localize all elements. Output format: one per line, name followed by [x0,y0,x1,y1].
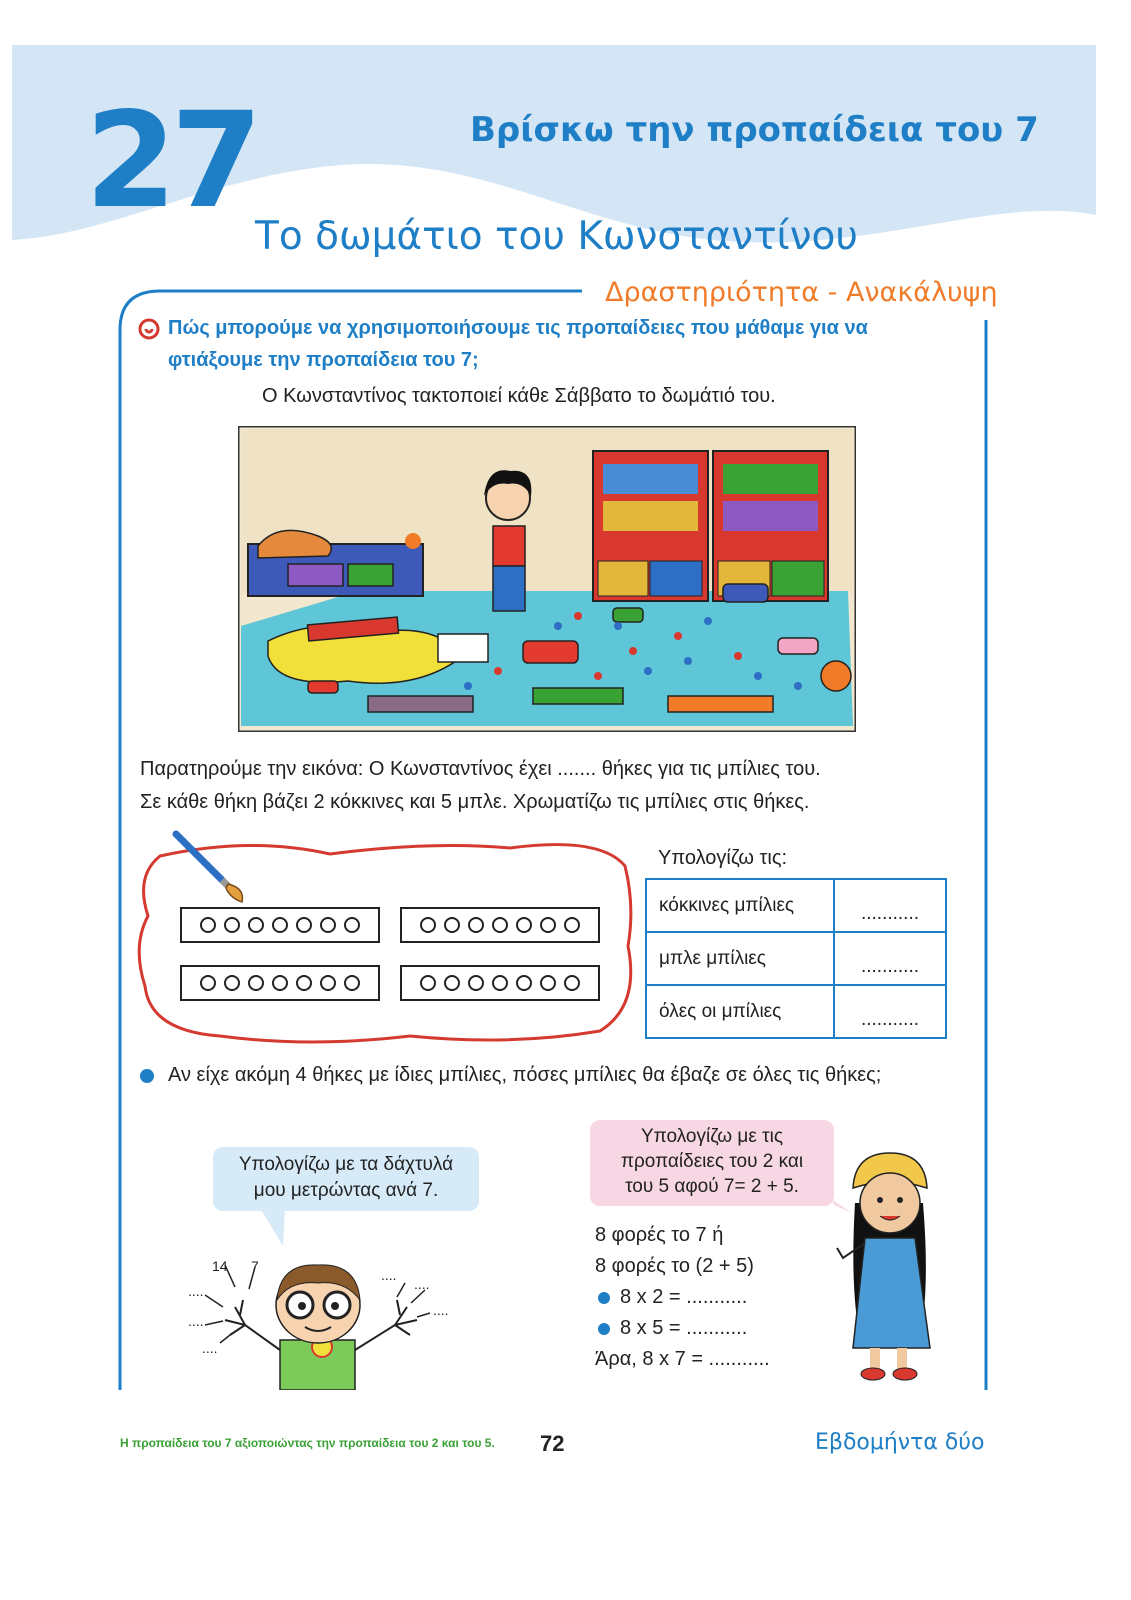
extra-cases-question: Αν είχε ακόμη 4 θήκες με ίδιες μπίλιες, πόσες μπίλιες θα έβαζε σε όλες τις θήκες; [168,1064,882,1086]
marble-circle[interactable] [420,975,436,991]
marble-circle[interactable] [540,975,556,991]
marble-circle[interactable] [540,917,556,933]
observation-text [140,753,821,819]
lesson-subtitle: Το δωμάτιο του Κωνσταντίνου [255,214,858,259]
marble-circle[interactable] [492,917,508,933]
girl-illustration [835,1148,945,1388]
finger-blank[interactable]: .... [414,1276,430,1292]
girl-speech-line-1: Υπολογίζω με τις [640,1126,784,1147]
marble-circle[interactable] [296,975,312,991]
bullet-icon [598,1292,610,1304]
observation-line-2: Σε κάθε θήκη βάζει 2 κόκκινες και 5 μπλε. Χρωματίζω τις μπίλιες στις θήκες. [140,791,810,813]
marble-circle[interactable] [492,975,508,991]
bedroom-illustration [238,426,856,732]
finger-blank[interactable]: .... [188,1313,204,1329]
work-line-5[interactable]: Άρα, 8 x 7 = ........... [595,1348,770,1370]
work-line-4[interactable]: 8 x 5 = ........... [620,1317,748,1339]
table-row [646,985,946,1038]
marble-case[interactable] [180,907,380,943]
marble-case[interactable] [400,907,600,943]
question-line-2: φτιάξουμε την προπαίδεια του 7; [168,349,479,371]
finger-blank[interactable]: .... [381,1267,397,1283]
paintbrush-icon [170,828,250,908]
activity-label: Δραστηριότητα - Ανακάλυψη [605,277,998,308]
work-row [595,1313,770,1344]
marble-circle[interactable] [320,917,336,933]
finger-blank[interactable]: .... [188,1283,204,1299]
work-line-1: 8 φορές το 7 ή [595,1224,724,1246]
marble-case[interactable] [400,965,600,1001]
calc-row-label: όλες οι μπίλιες [646,985,834,1038]
lesson-number: 27 [85,84,257,238]
bullet-icon [598,1323,610,1335]
discovery-question [168,312,958,376]
calc-row-label: κόκκινες μπίλιες [646,879,834,932]
question-line-1: Πώς μπορούμε να χρησιμοποιήσουμε τις προπαίδειες που μάθαμε για να [168,317,868,339]
marble-circle[interactable] [564,917,580,933]
marble-circle[interactable] [248,917,264,933]
marble-circle[interactable] [272,917,288,933]
boy-speech-line-2: μου μετρώντας ανά 7. [253,1180,439,1201]
marble-circle[interactable] [564,975,580,991]
marble-circle[interactable] [444,975,460,991]
boy-speech-text [213,1152,479,1204]
calc-row-answer[interactable]: ........... [834,879,946,932]
marble-circle[interactable] [272,975,288,991]
marble-cases [180,907,610,1007]
calc-row-answer[interactable]: ........... [834,985,946,1038]
lesson-title: Βρίσκω την προπαίδεια του 7 [470,110,1039,150]
marble-circle[interactable] [444,917,460,933]
marble-circle[interactable] [320,975,336,991]
marble-circle[interactable] [344,975,360,991]
marble-circle[interactable] [468,975,484,991]
girl-speech-text [590,1124,834,1199]
work-line-2: 8 φορές το (2 + 5) [595,1255,754,1277]
calc-row-answer[interactable]: ........... [834,932,946,985]
marble-circle[interactable] [516,975,532,991]
finger-label-14: 14 [212,1258,228,1274]
marble-circle[interactable] [200,917,216,933]
marble-circle[interactable] [224,975,240,991]
finger-blank[interactable]: .... [202,1340,218,1356]
boy-speech-line-1: Υπολογίζω με τα δάχτυλά [238,1154,454,1175]
girl-speech-line-2: προπαίδειες του 2 και [620,1151,804,1172]
calc-table [645,878,947,1039]
finger-blank[interactable]: .... [433,1302,449,1318]
table-row [646,879,946,932]
work-row [595,1282,770,1313]
multiplication-work [595,1220,770,1375]
marble-circle[interactable] [224,917,240,933]
calc-label: Υπολογίζω τις: [658,847,788,869]
calc-row-label: μπλε μπίλιες [646,932,834,985]
finger-label-7: 7 [251,1258,259,1274]
girl-speech-line-3: του 5 αφού 7= 2 + 5. [625,1176,799,1197]
table-row [646,932,946,985]
marble-circle[interactable] [296,917,312,933]
work-line-3[interactable]: 8 x 2 = ........... [620,1286,748,1308]
footer-note: Η προπαίδεια του 7 αξιοποιώντας την προπαίδεια του 2 και του 5. [120,1436,495,1450]
swirl-icon [138,318,160,340]
intro-text: Ο Κωνσταντίνος τακτοποιεί κάθε Σάββατο το δωμάτιό του. [262,385,776,407]
marble-circle[interactable] [344,917,360,933]
marble-circle[interactable] [468,917,484,933]
marble-circle[interactable] [516,917,532,933]
marble-circle[interactable] [420,917,436,933]
page-number: 72 [540,1431,565,1456]
page-number-words: Εβδομήντα δύο [815,1430,985,1455]
marble-case[interactable] [180,965,380,1001]
observation-line-1: Παρατηρούμε την εικόνα: Ο Κωνσταντίνος έχει ....... θήκες για τις μπίλιες του. [140,758,821,780]
bubble-tail-icon [255,1208,295,1248]
bullet-icon [140,1069,154,1083]
marble-circle[interactable] [200,975,216,991]
marble-circle[interactable] [248,975,264,991]
